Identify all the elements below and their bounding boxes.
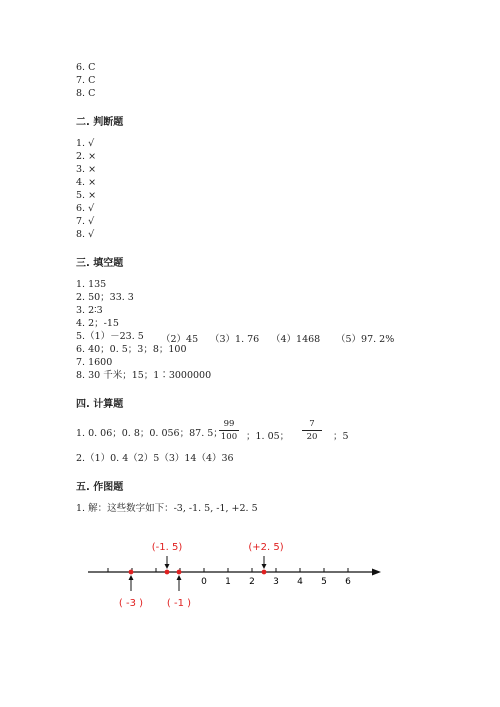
tick-label: 2: [249, 577, 255, 587]
tick-label: 3: [273, 577, 279, 587]
answer-part: ；1. 05；: [246, 431, 290, 442]
answer-line: 1. 解：这些数字如下：-3, -1. 5, -1, +2. 5: [76, 503, 258, 514]
answer-line: 1. √: [76, 138, 95, 149]
answer-line: 8. 30 千米；15；1∶3000000: [76, 370, 212, 381]
answer-line: 6. √: [76, 203, 95, 214]
fraction: [302, 419, 322, 442]
point-neg1-5: [165, 570, 170, 575]
answer-line: 5. ×: [76, 190, 97, 201]
up-arrow-icon: [129, 575, 134, 580]
point-neg3: [129, 570, 134, 575]
answer-line: 6. 40；0. 5；3；8；100: [76, 344, 187, 355]
tick-group: [108, 568, 348, 572]
tick-label: 1: [225, 577, 231, 587]
answer-line: 7. √: [76, 216, 95, 227]
up-arrow-icon: [177, 575, 182, 580]
answer-line: 7. C: [76, 75, 96, 86]
answer-part: ；5: [333, 431, 349, 442]
label-neg1-5: (-1. 5): [151, 542, 183, 553]
fraction-numerator: 99: [219, 419, 239, 431]
fraction-denominator: 100: [220, 432, 238, 442]
answer-line: 4. 2；-15: [76, 318, 119, 329]
fraction-numerator: 7: [302, 419, 322, 431]
label-neg3: ( -3 ): [118, 598, 144, 609]
down-arrow-icon: [262, 564, 267, 569]
tick-label: 6: [345, 577, 351, 587]
answer-line: 1. 135: [76, 279, 107, 290]
down-arrow-icon: [165, 564, 170, 569]
answer-part: （4）1468: [271, 334, 321, 345]
answer-line: 3. 2∶3: [76, 305, 103, 316]
answer-line: 5.（1）－23. 5: [76, 331, 144, 342]
fraction: [219, 419, 239, 442]
tick-label: 0: [201, 577, 207, 587]
answer-line: 1. 0. 06；0. 8；0. 056；87. 5；: [76, 428, 223, 439]
section-heading: 四. 计算题: [76, 399, 124, 410]
answer-part: （2）45: [161, 334, 199, 345]
arrow-head-icon: [372, 569, 381, 576]
tick-label: 4: [297, 577, 303, 587]
answer-line: 8. C: [76, 88, 96, 99]
answer-line: 8. √: [76, 229, 95, 240]
tick-label: 5: [321, 577, 327, 587]
section-heading: 三. 填空题: [76, 258, 124, 269]
point-pos2-5: [262, 570, 267, 575]
section-heading: 五. 作图题: [76, 482, 124, 493]
answer-line: 2. 50；33. 3: [76, 292, 134, 303]
answer-line: 2.（1）0. 4（2）5（3）14（4）36: [76, 453, 234, 464]
answer-line: 2. ×: [76, 151, 97, 162]
answer-part: （5）97. 2%: [336, 334, 395, 345]
label-pos2-5: (+2. 5): [248, 542, 284, 553]
fraction-denominator: 20: [306, 432, 318, 442]
answer-line: 4. ×: [76, 177, 97, 188]
answer-line: 6. C: [76, 62, 96, 73]
point-neg1: [177, 570, 182, 575]
label-neg1: ( -1 ): [166, 598, 192, 609]
answer-line: 7. 1600: [76, 357, 113, 368]
answer-part: （3）1. 76: [210, 334, 260, 345]
answer-line: 3. ×: [76, 164, 97, 175]
section-heading: 二. 判断题: [76, 117, 124, 128]
